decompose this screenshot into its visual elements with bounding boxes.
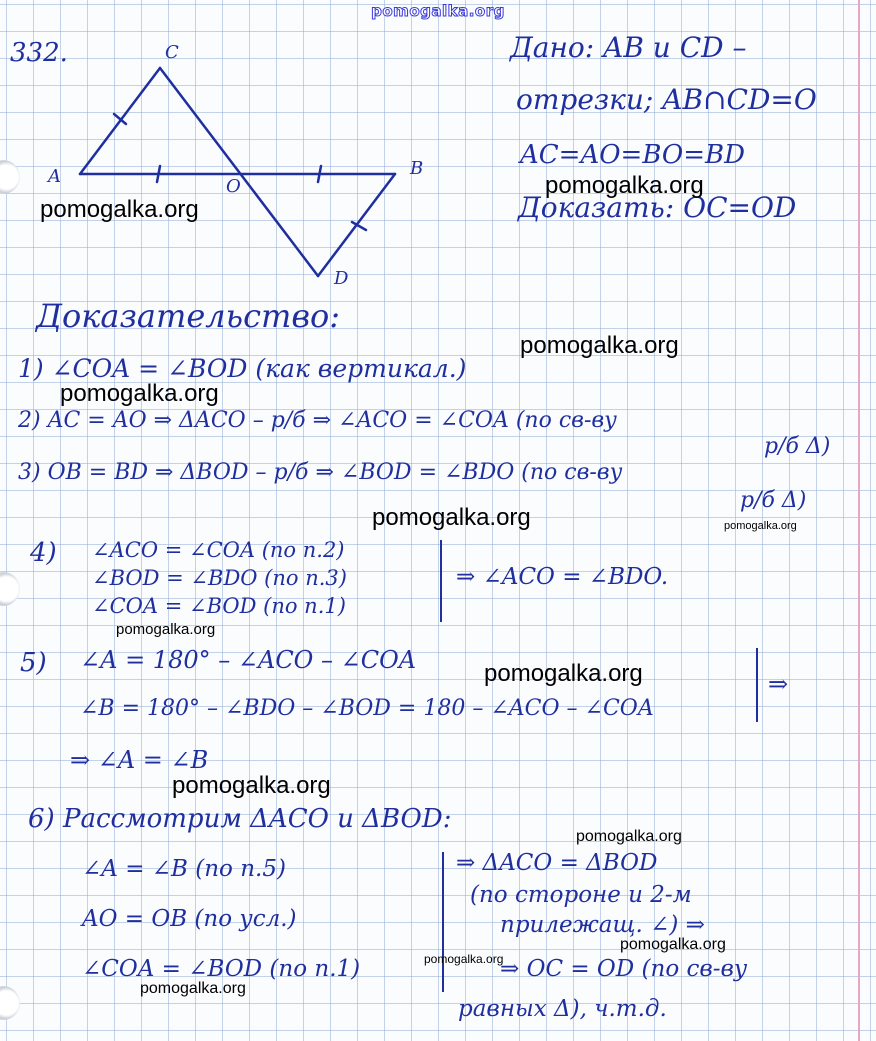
proof-step-2: 2) AC = AO ⇒ ΔACO – р/б ⇒ ∠ACO = ∠COA (по св-ву xyxy=(18,408,617,433)
given-line-4: Доказать: OC=OD xyxy=(518,191,797,224)
bracket-divider xyxy=(756,648,758,722)
proof-title: Доказательство: xyxy=(36,297,341,335)
point-a-label: A xyxy=(48,166,61,187)
proof-step-5-arrow: ⇒ xyxy=(768,670,789,698)
segment-ac xyxy=(80,68,160,174)
site-header[interactable]: pomogalka.org xyxy=(371,2,505,20)
watermark: pomogalka.org xyxy=(140,980,246,997)
proof-step-2b: р/б Δ) xyxy=(764,434,831,459)
given-line-2: отрезки; AB∩CD=O xyxy=(516,83,817,116)
watermark: pomogalka.org xyxy=(724,520,797,532)
proof-step-4-line-1: ∠ACO = ∠COA (по п.2) xyxy=(92,538,345,562)
watermark: pomogalka.org xyxy=(576,828,682,845)
proof-step-6-result-3: прилежащ. ∠) ⇒ xyxy=(500,912,705,938)
watermark: pomogalka.org xyxy=(424,952,504,966)
proof-step-3b: р/б Δ) xyxy=(740,488,807,513)
tick-ao xyxy=(157,166,160,182)
watermark: pomogalka.org xyxy=(545,172,704,199)
given-line-1: Дано: AB и CD – xyxy=(510,31,747,64)
proof-step-4-label: 4) xyxy=(30,538,57,568)
point-o-label: O xyxy=(226,176,241,197)
proof-step-6-result-2: (по стороне и 2-м xyxy=(470,882,692,908)
proof-step-5-label: 5) xyxy=(20,648,47,678)
proof-step-5-line-1: ∠A = 180° – ∠ACO – ∠COA xyxy=(80,646,417,674)
point-b-label: B xyxy=(410,158,424,179)
watermark: pomogalka.org xyxy=(116,621,216,638)
proof-step-5-line-2: ∠B = 180° – ∠BDO – ∠BOD = 180 – ∠ACO – ∠COA xyxy=(80,696,654,721)
watermark: pomogalka.org xyxy=(40,196,199,223)
proof-step-4-result: ⇒ ∠ACO = ∠BDO. xyxy=(456,564,669,590)
proof-step-6-result-4: ⇒ OC = OD (по св-ву xyxy=(500,956,748,982)
proof-step-6-title: 6) Рассмотрим ΔACO и ΔBOD: xyxy=(28,804,452,834)
proof-step-1: 1) ∠COA = ∠BOD (как вертикал.) xyxy=(18,354,467,383)
point-d-label: D xyxy=(334,268,349,289)
segment-cd xyxy=(160,68,318,276)
proof-step-6-line-2: AO = OB (по усл.) xyxy=(82,906,297,932)
watermark: pomogalka.org xyxy=(172,772,331,799)
watermark: pomogalka.org xyxy=(372,504,531,531)
point-c-label: C xyxy=(165,42,179,63)
watermark: pomogalka.org xyxy=(620,936,726,953)
proof-step-5-line-3: ⇒ ∠A = ∠B xyxy=(70,746,209,774)
bracket-divider xyxy=(442,852,444,992)
given-line-3: AC=AO=BO=BD xyxy=(520,140,745,170)
proof-step-6-line-3: ∠COA = ∠BOD (по п.1) xyxy=(82,956,361,982)
problem-number: 332. xyxy=(10,38,68,68)
proof-step-4-line-2: ∠BOD = ∠BDO (по п.3) xyxy=(92,566,347,590)
bracket-divider xyxy=(440,540,442,622)
proof-step-4-line-3: ∠COA = ∠BOD (по п.1) xyxy=(92,594,346,618)
tick-ob xyxy=(318,166,321,182)
watermark: pomogalka.org xyxy=(484,660,643,687)
proof-step-3: 3) OB = BD ⇒ ΔBOD – р/б ⇒ ∠BOD = ∠BDO (по св-ву xyxy=(18,460,623,485)
watermark: pomogalka.org xyxy=(60,380,219,407)
proof-step-6-line-1: ∠A = ∠B (по п.5) xyxy=(82,856,286,882)
watermark: pomogalka.org xyxy=(520,332,679,359)
proof-step-6-result-5: равных Δ), ч.т.д. xyxy=(458,996,667,1022)
proof-step-6-result-1: ⇒ ΔACO = ΔBOD xyxy=(456,850,658,876)
